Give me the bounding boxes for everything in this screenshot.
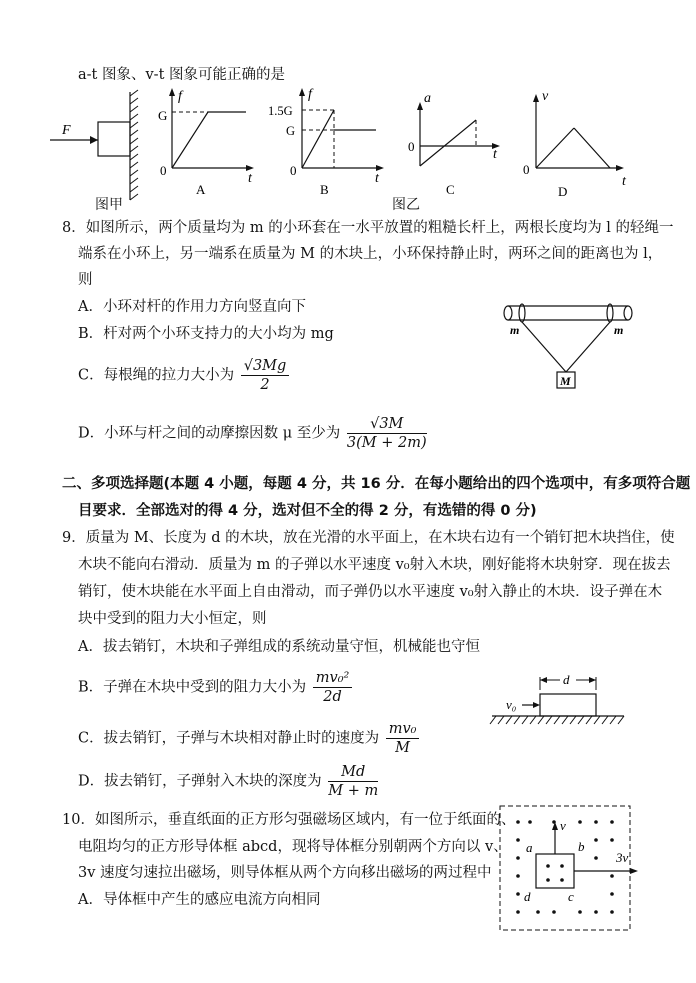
q10-corner-c: c (568, 889, 574, 904)
q9-stem-1: 9．质量为 M、长度为 d 的木块，放在光滑的水平面上，在木块右边有一个销钉把木块挡住，使 (62, 530, 675, 546)
q8-stem-3: 则 (78, 272, 93, 288)
q10-corner-d: d (524, 889, 531, 904)
q8-stem-2: 端系在小环上，另一端系在质量为 M 的木块上，小环保持静止时，两环之间的距离也为 l， (78, 246, 663, 262)
fig-yi-caption: 图乙 (392, 197, 420, 213)
q10-stem-3: 3v 速度匀速拉出磁场，则导体框从两个方向移出磁场的两过程中 (78, 865, 492, 881)
q9-B-num: mv₀² (313, 670, 353, 688)
graph-D-ylabel: v (542, 89, 549, 104)
graph-C-letter: C (446, 182, 455, 197)
q9-B-den: 2d (323, 689, 342, 705)
q8-option-C-text: C．每根绳的拉力大小为 (78, 367, 235, 384)
graph-B-1.5G: 1.5G (268, 104, 293, 118)
q8-option-D-text: D．小环与杆之间的动摩擦因数 μ 至少为 (78, 425, 341, 442)
q8-C-den: 2 (260, 377, 270, 393)
q9-option-D-text: D．拔去销钉，子弹射入木块的深度为 (78, 773, 322, 790)
q9-stem-4: 块中受到的阻力大小恒定，则 (78, 611, 267, 627)
section2-heading-1: 二、多项选择题(本题 4 小题，每题 4 分，共 16 分．在每小题给出的四个选项中，有多项符合题 (62, 476, 691, 492)
q10-arrow-3v: 3v (616, 850, 629, 865)
graph-B-ylabel: f (308, 87, 312, 102)
q8-C-num: √3Mg (241, 358, 290, 376)
q8-D-num: √3M (347, 416, 427, 434)
q10-corner-b: b (578, 839, 585, 854)
q9-option-A: A．拔去销钉，木块和子弹组成的系统动量守恒，机械能也守恒 (78, 639, 480, 655)
graph-A-ylabel: f (178, 89, 182, 104)
q8-block-label: M (560, 374, 571, 388)
q9-bullet-v0: v₀ (506, 697, 517, 712)
q9-C-den: M (395, 740, 411, 756)
graph-D-origin: 0 (523, 162, 530, 177)
q9-option-B-text: B．子弹在木块中受到的阻力大小为 (78, 679, 307, 696)
fig-jia-caption: 图甲 (95, 197, 123, 213)
graph-B-G: G (286, 124, 296, 138)
graph-D-xlabel: t (622, 174, 626, 189)
q8-ring-left-label: m (510, 323, 520, 337)
q8-stem-1: 8．如图所示，两个质量均为 m 的小环套在一水平放置的粗糙长杆上，两根长度均为 l 的轻绳一 (62, 220, 674, 236)
q8-ring-right-label: m (614, 323, 624, 337)
q9-stem-3: 销钉，使木块能在水平面上自由滑动，而子弹仍以水平速度 v₀射入静止的木块．设子弹在木 (78, 584, 663, 600)
graph-D-letter: D (558, 184, 568, 199)
graph-B-xlabel: t (375, 171, 379, 186)
q10-stem-1: 10．如图所示，垂直纸面的正方形匀强磁场区域内，有一位于纸面的、 (62, 812, 516, 828)
section2-heading-2: 目要求．全部选对的得 4 分，选对但不全的得 2 分，有选错的得 0 分) (78, 503, 537, 519)
q10-arrow-v: v (560, 818, 566, 833)
label-F: F (62, 123, 71, 138)
graph-A-xlabel: t (248, 171, 252, 186)
graph-A-origin: 0 (160, 163, 167, 178)
q9-D-num: Md (328, 764, 378, 782)
q10-stem-2: 电阻均匀的正方形导体框 abcd，现将导体框分别朝两个方向以 v、 (78, 839, 508, 855)
q9-D-den: M + m (328, 783, 379, 799)
graph-B-letter: B (320, 182, 329, 197)
graph-C-xlabel: t (493, 147, 497, 162)
graph-A-G: G (158, 108, 168, 123)
q9-dim-d: d (563, 672, 570, 687)
q9-option-C-text: C．拔去销钉，子弹与木块相对静止时的速度为 (78, 730, 380, 747)
q9-stem-2: 木块不能向右滑动．质量为 m 的子弹以水平速度 v₀射入木块，刚好能将木块射穿．现在拔去 (78, 557, 671, 573)
q9-C-num: mv₀ (386, 721, 420, 739)
q8-option-B: B．杆对两个小环支持力的大小均为 mg (78, 326, 334, 342)
q8-D-den: 3(M + 2m) (346, 435, 427, 451)
q10-option-A: A．导体框中产生的感应电流方向相同 (78, 892, 321, 908)
graph-C-ylabel: a (424, 91, 431, 106)
q8-option-A: A．小环对杆的作用力方向竖直向下 (78, 299, 306, 315)
q10-corner-a: a (526, 840, 533, 855)
graph-C-origin: 0 (408, 139, 415, 154)
intro-text: a-t 图象、v-t 图象可能正确的是 (78, 67, 286, 83)
graph-B-origin: 0 (290, 163, 297, 178)
graph-A-letter: A (196, 182, 206, 197)
